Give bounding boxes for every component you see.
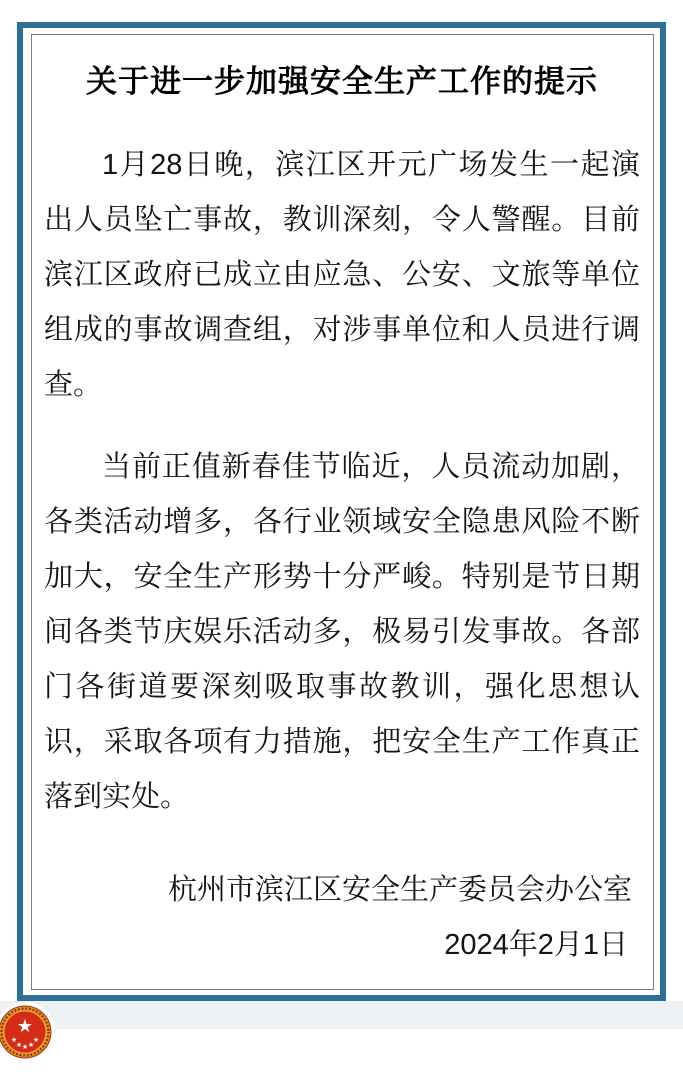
svg-text:★: ★ [10,1036,18,1044]
notice-inner-border [31,34,654,990]
notice-paragraph-2: 当前正值新春佳节临近，人员流动加剧，各类活动增多，各行业领域安全隐患风险不断加大，安全生产形势十分严峻。特别是节日期间各类节庆娱乐活动多，极易引发事故。各部门各街道要深刻吸取事故教训，强化思想认识，采取各项有力措施，把安全生产工作真正落到实处。 [44,451,640,813]
page-bottom-strip [0,1001,683,1029]
svg-text:★: ★ [27,1041,35,1049]
notice-signature: 杭州市滨江区安全生产委员会办公室 [167,874,632,906]
svg-text:★: ★ [15,1041,23,1049]
notice-date: 2024年2月1日 [444,929,628,961]
red-star-seal-icon [0,998,72,1082]
notice-title: 关于进一步加强安全生产工作的提示 [86,64,598,99]
svg-text:★: ★ [32,1036,40,1044]
svg-text:★: ★ [21,1043,29,1051]
notice-frame [17,22,666,1001]
notice-paragraph-1: 1月28日晚，滨江区开元广场发生一起演出人员坠亡事故，教训深刻，令人警醒。目前滨江区政府已成立由应急、公安、文旅等单位组成的事故调查组，对涉事单位和人员进行调查。 [44,149,640,401]
svg-text:★: ★ [16,1016,34,1037]
